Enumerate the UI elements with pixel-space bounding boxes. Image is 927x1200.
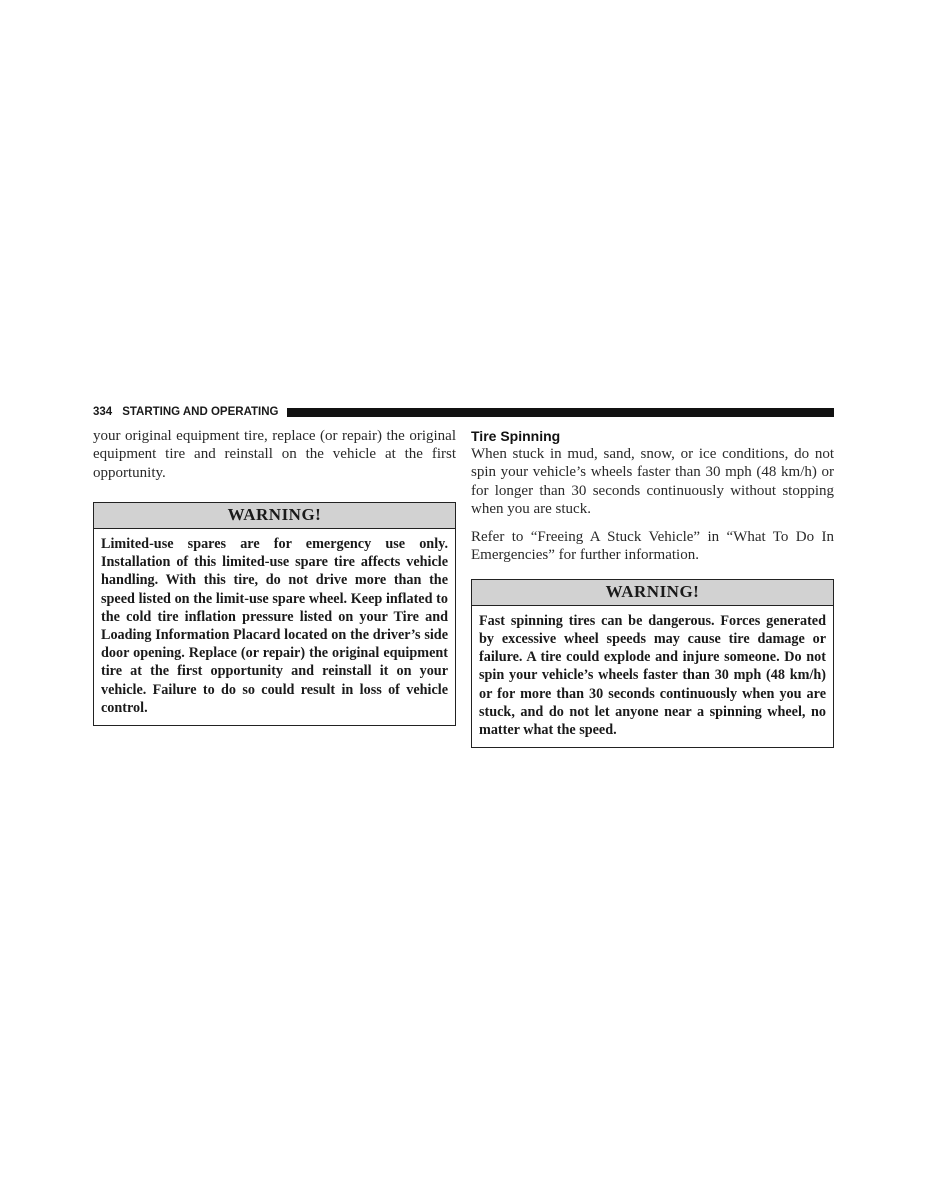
warning-title: WARNING! — [94, 503, 455, 529]
tire-spinning-warning-box — [471, 579, 834, 748]
page-number: 334 — [93, 406, 113, 418]
reference-paragraph: Refer to “Freeing A Stuck Vehicle” in “What To Do In Emergencies” for further information. — [471, 529, 834, 564]
left-column — [93, 427, 456, 726]
tire-spinning-heading: Tire Spinning — [471, 428, 561, 444]
spare-tire-warning-box — [93, 502, 456, 726]
tire-spinning-paragraph: When stuck in mud, sand, snow, or ice conditions, do not spin your vehicle’s wheels faster than 30 mph (48 km/h) or for longer than 30 seconds continuously without stopping when you are stuck. — [471, 446, 834, 517]
header-rule — [287, 408, 835, 417]
warning-body: Fast spinning tires can be dangerous. Forces generated by excessive wheel speeds may cause tire damage or failure. A tire could explode and injure someone. Do not spin your vehicle’s wheels faster than 30 mph (48 km/h) or for more than 30 seconds continuously when you are stuck, and do not let anyone near a spinning wheel, no matter what the speed. — [479, 612, 826, 738]
continued-paragraph: your original equipment tire, replace (or repair) the original equipment tire and reinstall on the vehicle at the first opportunity. — [93, 428, 456, 481]
warning-title: WARNING! — [472, 580, 833, 606]
section-title: STARTING AND OPERATING — [122, 406, 279, 418]
running-header — [93, 404, 834, 420]
warning-body: Limited-use spares are for emergency use only. Installation of this limited-use spare tire affects vehicle handling. With this tire, do not drive more than the speed listed on the limit-use spare wheel. Keep inflated to the cold tire inflation pressure listed on your Tire and Loading Information Placard located on the driver’s side door opening. Replace (or repair) the original equipment tire at the first opportunity and reinstall it on your vehicle. Failure to do so could result in loss of vehicle control. — [101, 535, 448, 716]
right-column — [471, 427, 834, 748]
